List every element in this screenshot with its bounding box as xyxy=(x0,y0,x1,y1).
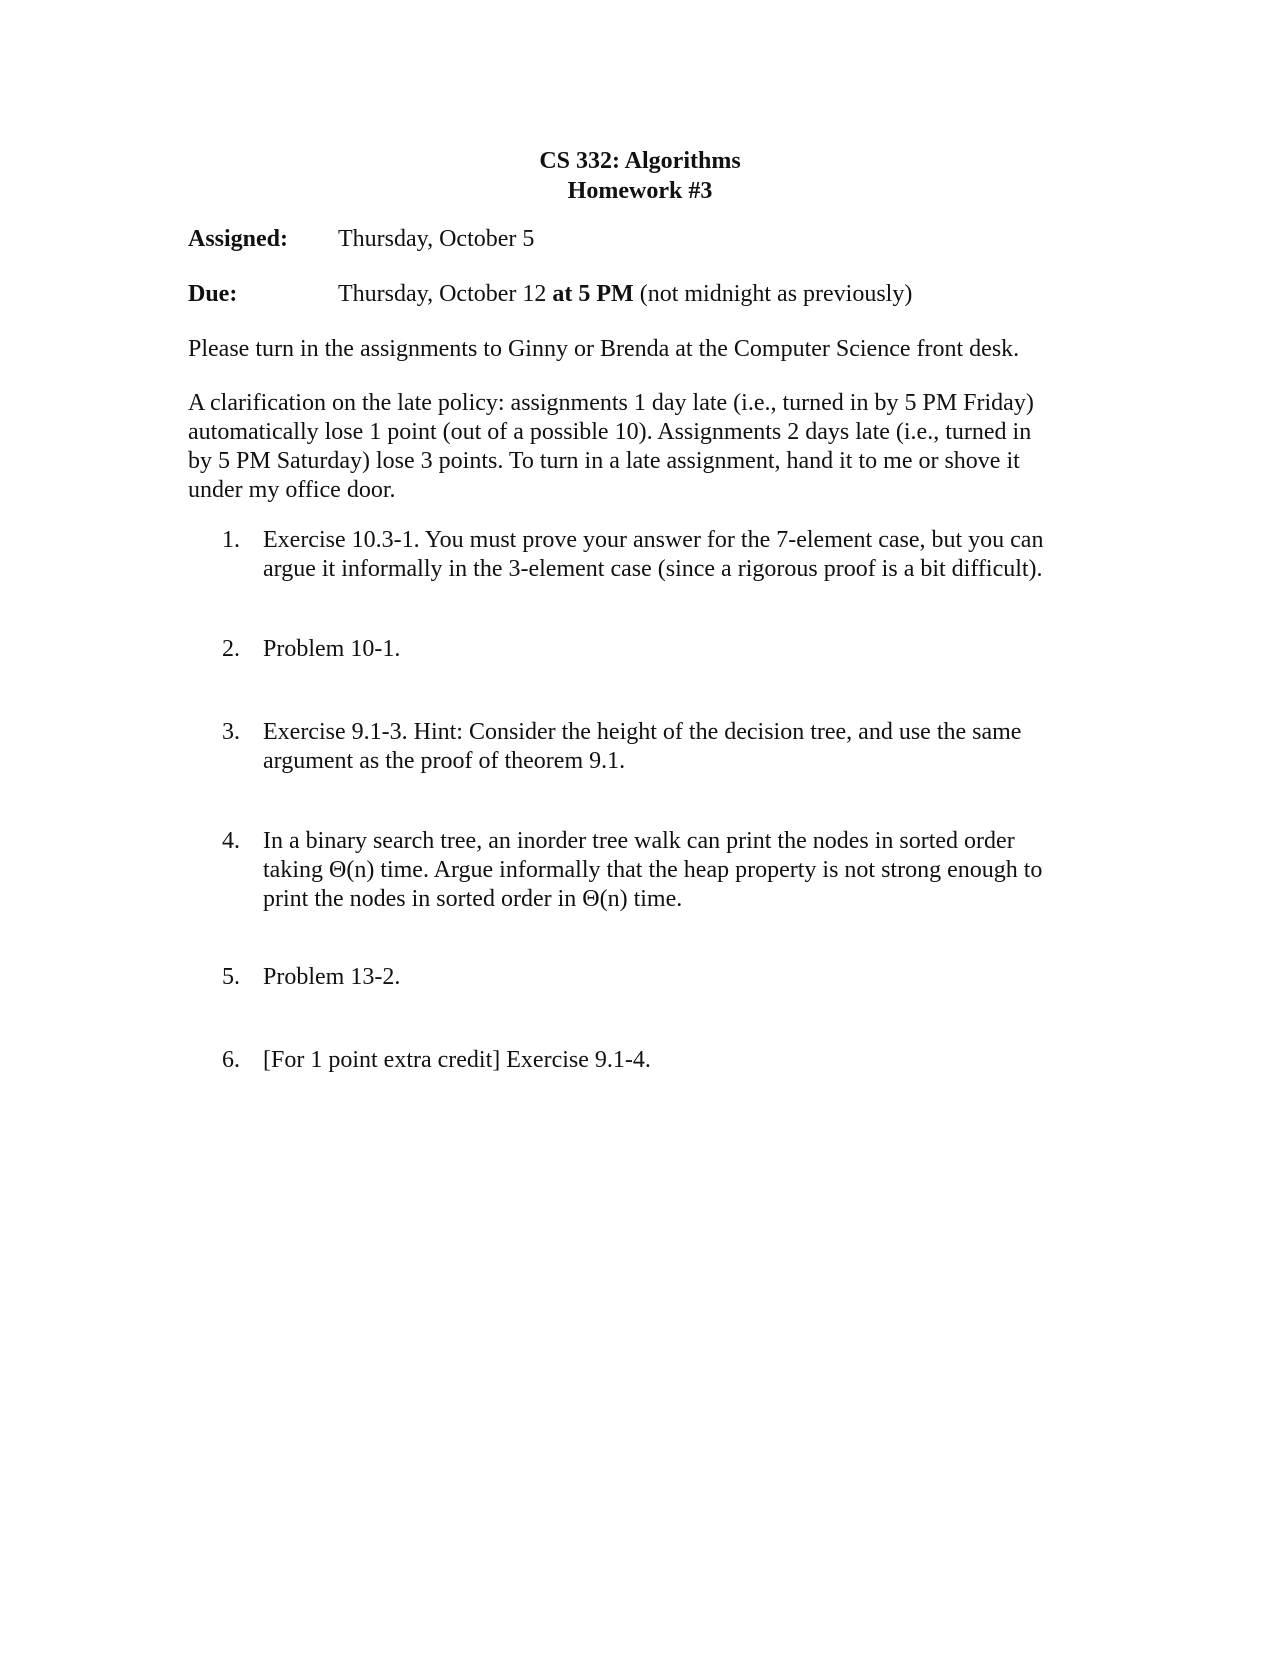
problem-number: 5. xyxy=(222,964,240,990)
problem-number: 2. xyxy=(222,636,240,662)
due-value-bold: at 5 PM xyxy=(552,281,634,307)
homework-title: Homework #3 xyxy=(567,178,713,204)
late-policy-line: by 5 PM Saturday) lose 3 points. To turn in a late assignment, hand it to me or shove it xyxy=(188,448,1020,474)
due-label: Due: xyxy=(188,281,238,307)
due-row xyxy=(188,279,912,309)
late-policy-line: A clarification on the late policy: assignments 1 day late (i.e., turned in by 5 PM Friday) xyxy=(188,390,1034,416)
problem-number: 1. xyxy=(222,527,240,553)
problem-number: 4. xyxy=(222,828,240,854)
problem-number: 3. xyxy=(222,719,240,745)
problem-text xyxy=(263,718,1103,776)
problem-text xyxy=(263,827,1103,914)
problem-line: In a binary search tree, an inorder tree walk can print the nodes in sorted order xyxy=(263,828,1015,854)
problem-line: [For 1 point extra credit] Exercise 9.1-4. xyxy=(263,1047,651,1073)
late-policy-paragraph xyxy=(188,389,1098,505)
problem-line: Problem 10-1. xyxy=(263,636,401,662)
due-value-suffix: (not midnight as previously) xyxy=(633,281,913,307)
document-title xyxy=(0,146,1280,206)
problem-line: taking Θ(n) time. Argue informally that the heap property is not strong enough to xyxy=(263,857,1043,883)
problem-line: argument as the proof of theorem 9.1. xyxy=(263,748,626,774)
late-policy-line: automatically lose 1 point (out of a possible 10). Assignments 2 days late (i.e., turned in xyxy=(188,419,1032,445)
problem-text xyxy=(263,963,1103,992)
due-value-prefix: Thursday, October 12 xyxy=(338,281,553,307)
problem-text xyxy=(263,526,1103,584)
problem-line: print the nodes in sorted order in Θ(n) time. xyxy=(263,886,683,912)
problem-number: 6. xyxy=(222,1047,240,1073)
problem-text xyxy=(263,635,1103,664)
late-policy-line: under my office door. xyxy=(188,477,396,503)
problem-line: Problem 13-2. xyxy=(263,964,401,990)
problem-line: Exercise 10.3-1. You must prove your answer for the 7-element case, but you can xyxy=(263,527,1044,553)
assigned-row xyxy=(188,224,534,254)
assigned-label: Assigned: xyxy=(188,226,289,252)
problem-line: argue it informally in the 3-element case (since a rigorous proof is a bit difficult). xyxy=(263,556,1043,582)
assigned-value: Thursday, October 5 xyxy=(338,226,535,252)
problem-line: Exercise 9.1-3. Hint: Consider the height of the decision tree, and use the same xyxy=(263,719,1022,745)
course-title: CS 332: Algorithms xyxy=(539,148,741,174)
problem-text xyxy=(263,1046,1103,1075)
turn-in-note: Please turn in the assignments to Ginny or Brenda at the Computer Science front desk. xyxy=(188,336,1020,362)
